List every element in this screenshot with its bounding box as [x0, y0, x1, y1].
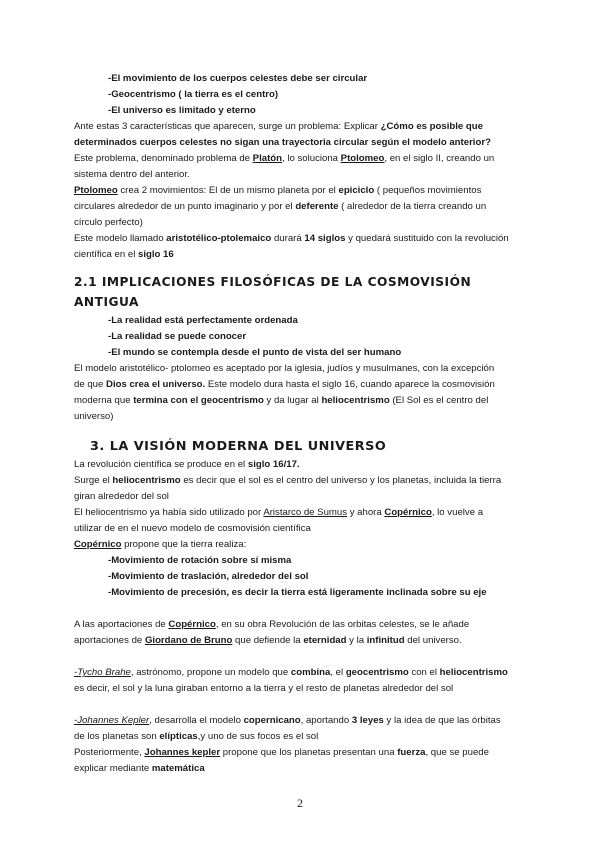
- section-heading: 2.1 IMPLICACIONES FILOSÓFICAS DE LA COSMOVISIÓN ANTIGUA: [74, 275, 472, 309]
- section-heading: 3. LA VISIÓN MODERNA DEL UNIVERSO: [90, 439, 387, 454]
- list-item: -El mundo se contempla desde el punto de vista del ser humano: [108, 347, 402, 358]
- list-item: -Geocentrismo ( la tierra es el centro): [108, 89, 279, 100]
- paragraph: Posteriormente, Johannes kepler propone que los planetas presentan una fuerza, que se puede explicar mediante matemática: [74, 747, 489, 774]
- list-item: -Movimiento de precesión, es decir la tierra está ligeramente inclinada sobre su eje: [108, 587, 487, 598]
- paragraph: -Johannes Kepler, desarrolla el modelo copernicano, aportando 3 leyes y la idea de que las órbitas de los planetas son elípticas,y uno de sus focos es el sol: [74, 715, 501, 742]
- list-item: -La realidad se puede conocer: [108, 331, 247, 342]
- paragraph: A las aportaciones de Copérnico, en su obra Revolución de las orbitas celestes, se le añade aportaciones de Giordano de Bruno que defiende la eternidad y la infinitud del universo.: [74, 619, 470, 646]
- list-item: -El movimiento de los cuerpos celestes debe ser circular: [108, 73, 368, 84]
- page-number: 2: [297, 796, 303, 810]
- document-page: [74, 71, 526, 777]
- list-item: -El universo es limitado y eterno: [108, 105, 256, 116]
- paragraph: -Tycho Brahe, astrónomo, propone un modelo que combina, el geocentrismo con el heliocentrismo es decir, el sol y la luna giraban entorno a la tierra y el resto de planetas alrededor del sol: [74, 667, 508, 694]
- paragraph: Surge el heliocentrismo es decir que el sol es el centro del universo y los planetas, incluida la tierra giran alrededor del sol: [74, 475, 502, 502]
- paragraph: Ptolomeo crea 2 movimientos: El de un mismo planeta por el epiciclo ( pequeños movimientos circulares alrededor de un punto imaginario y por el deferente ( alrededor de la tierra creando un círculo perfecto): [74, 185, 487, 228]
- paragraph: La revolución científica se produce en el siglo 16/17.: [74, 459, 300, 470]
- list-item: -Movimiento de rotación sobre sí misma: [108, 555, 292, 566]
- paragraph: Este modelo llamado aristotélico-ptolemaico durará 14 siglos y quedará sustituido con la revolución científica en el siglo 16: [74, 233, 509, 260]
- paragraph: El modelo aristotélico- ptolomeo es aceptado por la iglesia, judíos y musulmanes, con la excepción de que Dios crea el universo. Este modelo dura hasta el siglo 16, cuando aparece la cosmovisión moderna que termina con el geocentrismo y da lugar al heliocentrismo (El Sol es el centro del universo): [74, 363, 495, 422]
- paragraph: Ante estas 3 características que aparecen, surge un problema: Explicar ¿Cómo es posible que determinados cuerpos celestes no sigan una trayectoria circular según el modelo anterior?: [74, 121, 491, 148]
- paragraph: El heliocentrismo ya había sido utilizado por Aristarco de Sumus y ahora Copérnico, lo vuelve a utilizar de en el nuevo modelo de cosmovisión científica: [74, 507, 484, 534]
- list-item: -La realidad está perfectamente ordenada: [108, 315, 298, 326]
- paragraph: Este problema, denominado problema de Platón, lo soluciona Ptolomeo, en el siglo II, creando un sistema dentro del anterior.: [74, 153, 495, 180]
- paragraph: Copérnico propone que la tierra realiza:: [74, 539, 247, 550]
- list-item: -Movimiento de traslación, alrededor del sol: [108, 571, 309, 582]
